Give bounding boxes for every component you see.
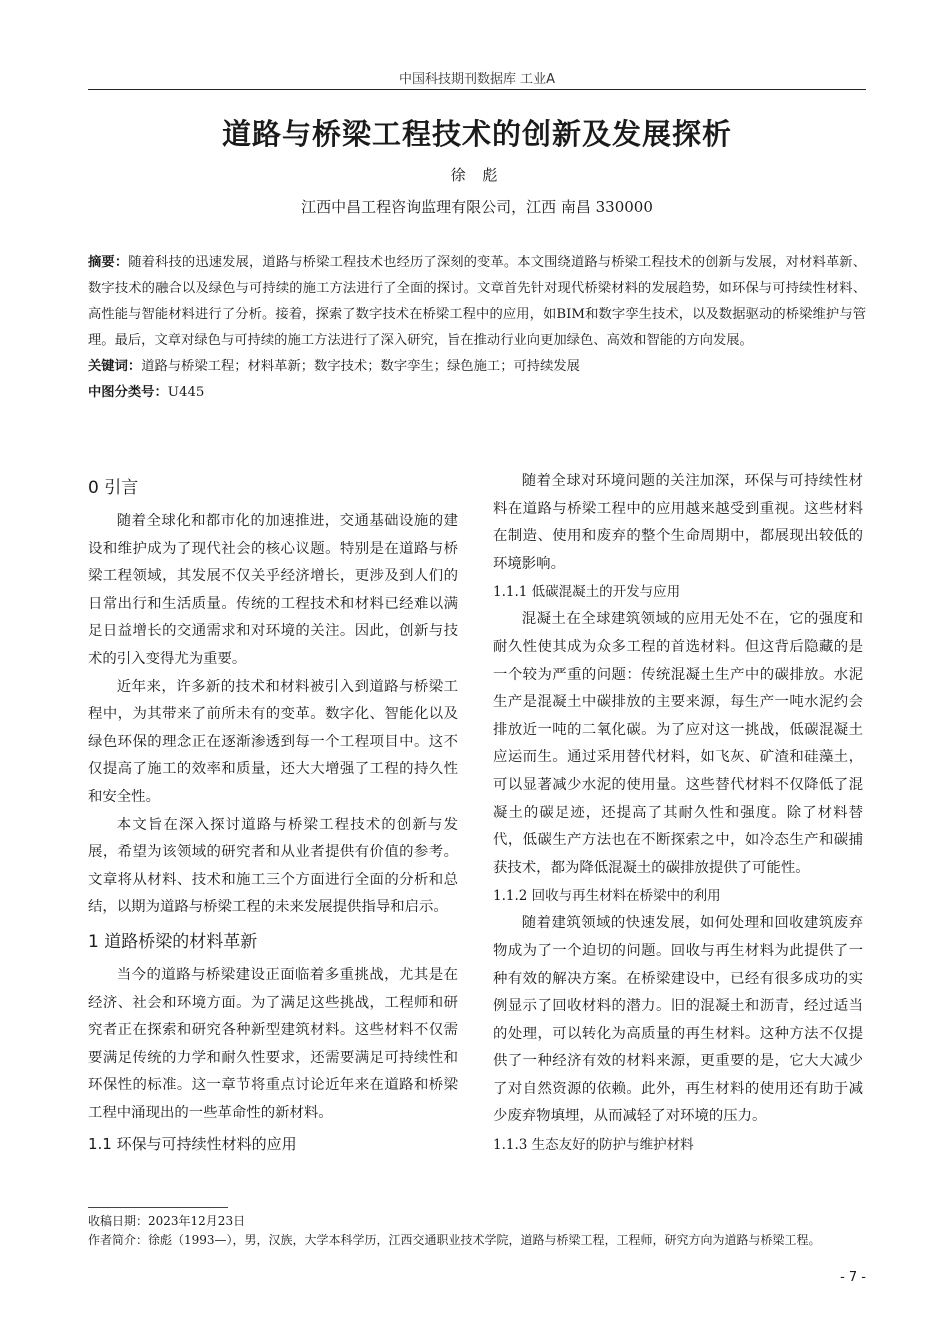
received-date: 收稿日期：2023年12月23日 [88,1214,246,1228]
clc-text: U445 [167,385,205,400]
journal-header: 中国科技期刊数据库 工业A [398,72,556,87]
section-0-heading: 0 引言 [88,478,139,498]
abstract [88,250,866,354]
keywords-label: 关键词： [88,359,142,374]
section-1-1-1-heading: 1.1.1 低碳混凝土的开发与应用 [493,584,681,601]
author-affiliation: 江西中昌工程咨询监理有限公司，江西 南昌 330000 [301,198,653,216]
left-column [88,468,458,1161]
paragraph: 近年来，许多新的技术和材料被引入到道路与桥梁工程中，为其带来了前所未有的变革。数字化、智能化以及绿色环保的理念正在逐渐渗透到每一个工程项目中。这不仅提高了施工的效率和质量，还大大增强了工程的持久性和安全性。 [88,678,458,805]
paragraph: 随着全球对环境问题的关注加深，环保与可持续性材料在道路与桥梁工程中的应用越来越受到重视。这些材料在制造、使用和废弃的整个生命周期中，都展现出较低的环境影响。 [493,473,863,572]
article-title: 道路与桥梁工程技术的创新及发展探析 [221,117,732,151]
paragraph: 当今的道路与桥梁建设正面临着多重挑战，尤其是在经济、社会和环境方面。为了满足这些挑战，工程师和研究者正在探索和研究各种新型建筑材料。这些材料不仅需要满足传统的力学和耐久性要求，还需要满足可持续性和环保性的标准。这一章节将重点讨论近年来在道路和桥梁工程中涌现出的一些革命性的新材料。 [88,966,458,1121]
page-number: - 7 - [840,1270,866,1285]
keywords-text: 道路与桥梁工程；材料革新；数字技术；数字孪生；绿色施工；可持续发展 [141,359,580,374]
clc-label: 中图分类号： [88,385,168,400]
clc-number [88,380,866,406]
right-column [493,468,863,1159]
section-1-1-3-heading: 1.1.3 生态友好的防护与维护材料 [493,1137,694,1154]
header-divider [88,89,866,90]
paragraph: 本文旨在深入探讨道路与桥梁工程技术的创新与发展，希望为该领域的研究者和从业者提供有价值的参考。文章将从材料、技术和施工三个方面进行全面的分析和总结，以期为道路与桥梁工程的未来发展提供指导和启示。 [88,816,458,916]
keywords [88,354,866,380]
abstract-block [88,250,866,406]
footnote-divider [88,1207,228,1208]
paragraph: 随着建筑领域的快速发展，如何处理和回收建筑废弃物成为了一个迫切的问题。回收与再生材料为此提供了一种有效的解决方案。在桥梁建设中，已经有很多成功的实例显示了回收材料的潜力。旧的混凝土和沥青，经过适当的处理，可以转化为高质量的再生材料。这种方法不仅提供了一种经济有效的材料来源，更重要的是，它大大减少了对自然资源的依赖。此外，再生材料的使用还有助于减少废弃物填埋，从而减轻了对环境的压力。 [493,915,863,1125]
section-1-heading: 1 道路桥梁的材料革新 [88,931,258,952]
abstract-text: 随着科技的迅速发展，道路与桥梁工程技术也经历了深刻的变革。本文围绕道路与桥梁工程技术的创新与发展，对材料革新、数字技术的融合以及绿色与可持续的施工方法进行了全面的探讨。文章首先针对现代桥梁材料的发展趋势，如环保与可持续性材料、高性能与智能材料进行了分析。接着，探索了数字技术在桥梁工程中的应用，如BIM和数字孪生技术，以及数据驱动的桥梁维护与管理。最后，文章对绿色与可持续的施工方法进行了深入研究，旨在推动行业向更加绿色、高效和智能的方向发展。 [88,255,867,348]
footnotes [88,1212,866,1250]
abstract-label: 摘要： [88,255,129,270]
author-bio: 作者简介：徐彪（1993—），男，汉族，大学本科学历，江西交通职业技术学院，道路与桥梁工程，工程师，研究方向为道路与桥梁工程。 [88,1233,821,1247]
paragraph: 混凝土在全球建筑领域的应用无处不在，它的强度和耐久性使其成为众多工程的首选材料。但这背后隐藏的是一个较为严重的问题：传统混凝土生产中的碳排放。水泥生产是混凝土中碳排放的主要来源，每生产一吨水泥约会排放近一吨的二氧化碳。为了应对这一挑战，低碳混凝土应运而生。通过采用替代材料，如飞灰、矿渣和硅藻土，可以显著减少水泥的使用量。这些替代材料不仅降低了混凝土的碳足迹，还提高了其耐久性和强度。除了材料替代，低碳生产方法也在不断探索之中，如冷态生产和碳捕获技术，都为降低混凝土的碳排放提供了可能性。 [493,611,863,876]
paragraph: 随着全球化和都市化的加速推进，交通基础设施的建设和维护成为了现代社会的核心议题。特别是在道路与桥梁工程领域，其发展不仅关乎经济增长，更涉及到人们的日常出行和生活质量。传统的工程技术和材料已经难以满足日益增长的交通需求和对环境的关注。因此，创新与技术的引入变得尤为重要。 [88,513,458,667]
section-1-1-2-heading: 1.1.2 回收与再生材料在桥梁中的利用 [493,888,721,905]
section-1-1-heading: 1.1 环保与可持续性材料的应用 [88,1135,297,1154]
article-author: 徐 彪 [450,166,504,184]
